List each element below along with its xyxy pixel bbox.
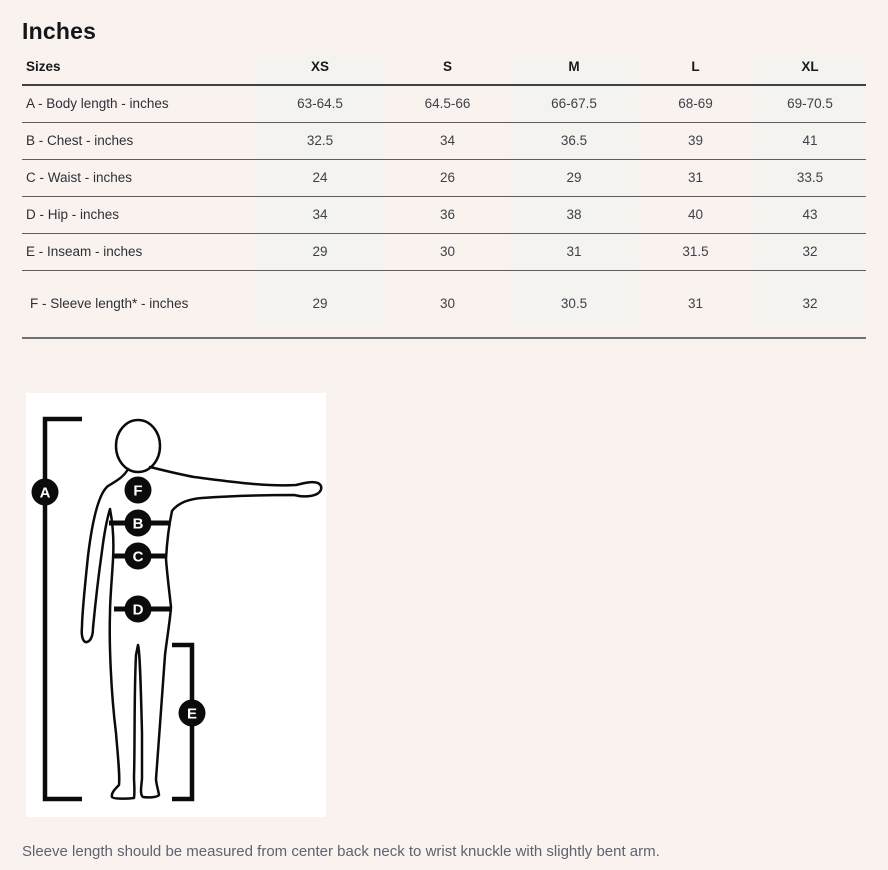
size-chart-body bbox=[22, 85, 866, 338]
cell-xl: 32 bbox=[754, 271, 866, 339]
cell-s: 30 bbox=[384, 234, 511, 271]
marker-f bbox=[125, 477, 152, 504]
cell-xl: 69-70.5 bbox=[754, 85, 866, 123]
cell-xs: 63-64.5 bbox=[256, 85, 384, 123]
cell-xl: 32 bbox=[754, 234, 866, 271]
cell-xs: 32.5 bbox=[256, 123, 384, 160]
cell-l: 68-69 bbox=[637, 85, 754, 123]
size-chart-header bbox=[22, 54, 866, 85]
marker-e bbox=[179, 700, 206, 727]
cell-xl: 41 bbox=[754, 123, 866, 160]
column-header-xl: XL bbox=[754, 54, 866, 85]
cell-xs: 34 bbox=[256, 197, 384, 234]
cell-xs: 29 bbox=[256, 234, 384, 271]
cell-xs: 29 bbox=[256, 271, 384, 339]
row-label: F - Sleeve length* - inches bbox=[22, 271, 256, 339]
row-label: D - Hip - inches bbox=[22, 197, 256, 234]
cell-l: 31 bbox=[637, 160, 754, 197]
cell-s: 34 bbox=[384, 123, 511, 160]
cell-l: 31.5 bbox=[637, 234, 754, 271]
size-chart-table bbox=[22, 54, 866, 339]
cell-l: 39 bbox=[637, 123, 754, 160]
table-row-body-length bbox=[22, 85, 866, 123]
marker-a bbox=[32, 479, 59, 506]
sleeve-length-note: Sleeve length should be measured from center back neck to wrist knuckle with slightly bent arm. bbox=[22, 843, 660, 860]
table-row-inseam bbox=[22, 234, 866, 271]
cell-l: 31 bbox=[637, 271, 754, 339]
table-row-sleeve-length bbox=[22, 271, 866, 339]
row-label: A - Body length - inches bbox=[22, 85, 256, 123]
body-length-bracket bbox=[45, 419, 82, 799]
table-row-chest bbox=[22, 123, 866, 160]
marker-d-label: D bbox=[132, 601, 144, 619]
cell-xl: 43 bbox=[754, 197, 866, 234]
column-header-m: M bbox=[511, 54, 637, 85]
marker-d bbox=[125, 596, 152, 623]
cell-m: 36.5 bbox=[511, 123, 637, 160]
column-header-l: L bbox=[637, 54, 754, 85]
figure-head-outline bbox=[116, 420, 160, 472]
cell-m: 31 bbox=[511, 234, 637, 271]
cell-s: 36 bbox=[384, 197, 511, 234]
cell-l: 40 bbox=[637, 197, 754, 234]
header-row bbox=[22, 54, 866, 85]
table-row-hip bbox=[22, 197, 866, 234]
cell-m: 66-67.5 bbox=[511, 85, 637, 123]
marker-f-label: F bbox=[133, 482, 143, 500]
page-title: Inches bbox=[22, 18, 97, 44]
row-label: B - Chest - inches bbox=[22, 123, 256, 160]
marker-b bbox=[125, 510, 152, 537]
cell-s: 26 bbox=[384, 160, 511, 197]
cell-s: 30 bbox=[384, 271, 511, 339]
table-row-waist bbox=[22, 160, 866, 197]
column-header-s: S bbox=[384, 54, 511, 85]
body-measurement-figure bbox=[26, 393, 326, 817]
cell-m: 38 bbox=[511, 197, 637, 234]
cell-xl: 33.5 bbox=[754, 160, 866, 197]
marker-c bbox=[125, 543, 152, 570]
column-header-sizes: Sizes bbox=[22, 54, 256, 85]
row-label: E - Inseam - inches bbox=[22, 234, 256, 271]
column-header-xs: XS bbox=[256, 54, 384, 85]
marker-e-label: E bbox=[186, 705, 198, 723]
measurement-diagram bbox=[26, 393, 326, 817]
cell-m: 30.5 bbox=[511, 271, 637, 339]
marker-c-label: C bbox=[132, 548, 144, 566]
marker-a-label: A bbox=[39, 484, 51, 502]
marker-b-label: B bbox=[132, 515, 144, 533]
cell-m: 29 bbox=[511, 160, 637, 197]
row-label: C - Waist - inches bbox=[22, 160, 256, 197]
cell-xs: 24 bbox=[256, 160, 384, 197]
figure-body-outline bbox=[82, 467, 322, 799]
cell-s: 64.5-66 bbox=[384, 85, 511, 123]
